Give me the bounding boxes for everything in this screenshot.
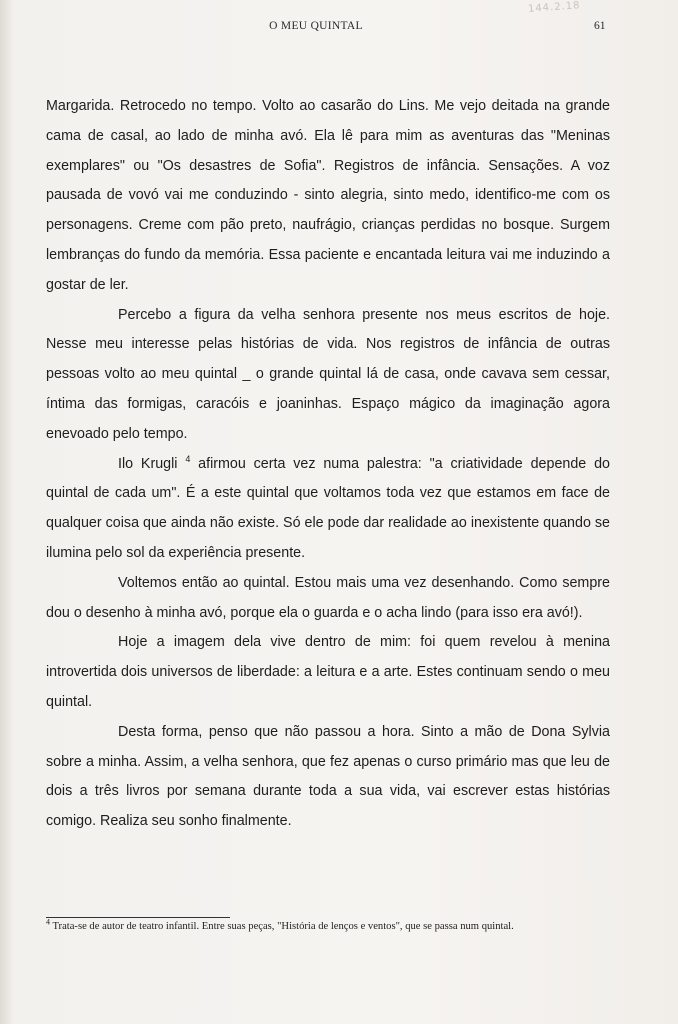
footnote-reference[interactable]: 4 [185, 453, 191, 464]
paragraph-2: Percebo a figura da velha senhora presente nos meus escritos de hoje. Nesse meu interesse pelas histórias de vida. Nos registros de infância de outras pessoas volto ao meu quintal _ o grande quintal lá de casa, onde cavava sem cessar, íntima das formigas, caracóis e joaninhas. Espaço mágico da imaginação agora enevoado pelo tempo. [46, 306, 610, 442]
page-header [0, 20, 678, 38]
body-text [46, 92, 610, 837]
page-number: 61 [594, 20, 606, 32]
paragraph-1: Margarida. Retrocedo no tempo. Volto ao casarão do Lins. Me vejo deitada na grande cama de casal, ao lado de minha avó. Ela lê para mim as aventuras das "Meninas exemplares" ou "Os desastres de Sofia". Registros de infância. Sensações. A voz pausada de vovó vai me conduzindo - sinto alegria, sinto medo, identifico-me com os personagens. Creme com pão preto, naufrágio, crianças perdidas no bosque. Surgem lembranças do fundo da memória. Essa paciente e encantada leitura vai me induzindo a gostar de ler. [46, 98, 610, 293]
footnote-text: Trata-se de autor de teatro infantil. Entre suas peças, "História de lenços e ventos", que se passa num quintal. [50, 921, 514, 932]
footnote-divider [46, 917, 230, 918]
paragraph-6: Desta forma, penso que não passou a hora. Sinto a mão de Dona Sylvia sobre a minha. Assim, a velha senhora, que fez apenas o curso primário mas que leu de dois a três livros por semana durante toda a sua vida, vai escrever estas histórias comigo. Realiza seu sonho finalmente. [46, 723, 610, 830]
running-title: O MEU QUINTAL [269, 20, 363, 32]
footnote-number: 4 [46, 917, 50, 927]
paragraph-3-start: Ilo Krugli [118, 455, 186, 472]
pencil-annotation: 144.2.18 [527, 0, 581, 15]
paragraph-5: Hoje a imagem dela vive dentro de mim: foi quem revelou à menina introvertida dois universos de liberdade: a leitura e a arte. Estes continuam sendo o meu quintal. [46, 634, 610, 710]
paragraph-3 [46, 450, 610, 569]
paragraph-4: Voltemos então ao quintal. Estou mais uma vez desenhando. Como sempre dou o desenho à minha avó, porque ela o guarda e o acha lindo (para isso era avó!). [46, 574, 610, 621]
footnote [46, 917, 646, 932]
paragraph-3-end: afirmou certa vez numa palestra: "a criatividade depende do quintal de cada um". É a este quintal que voltamos toda vez que estamos em face de qualquer coisa que ainda não existe. Só ele pode dar realidade ao inexistente quando se ilumina pelo sol da experiência presente. [46, 455, 610, 561]
